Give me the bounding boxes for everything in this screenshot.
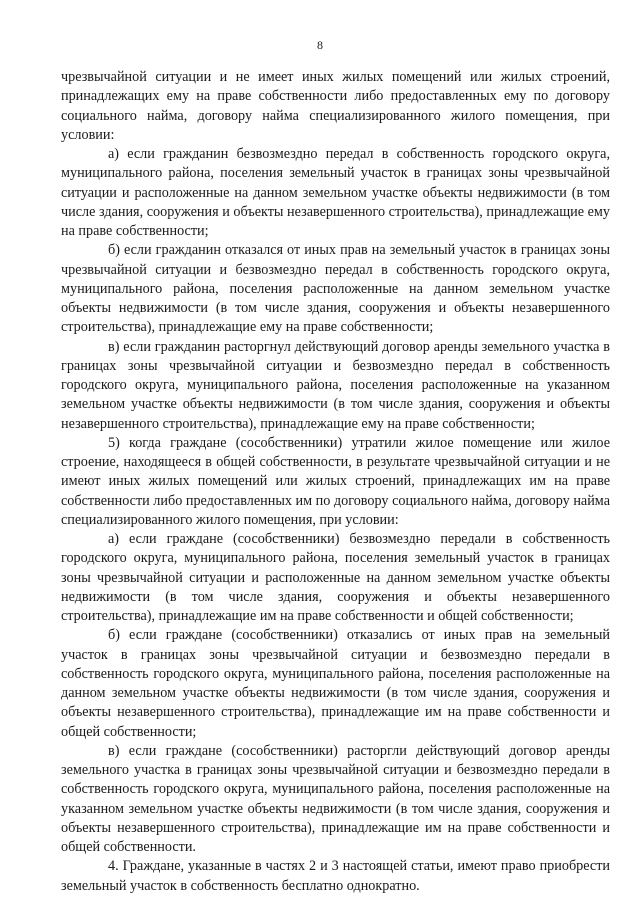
paragraph-item-a: а) если гражданин безвозмездно передал в собственность городского округа, муниципального района, поселения земельный участок в границах зоны чрезвычайной ситуации и расположенные на данном земельном участке объекты недвижимости (в том числе здания, сооружения и объекты незавершенного строительства), принадлежащие ему на праве собственности;: [61, 146, 610, 239]
paragraph-item-5v: в) если граждане (сособственники) расторгли действующий договор аренды земельного участка в границах зоны чрезвычайной ситуации и безвозмездно передали в собственность городского округа, муниципального района, поселения расположенные на указанном земельном участке объекты недвижимости (в том числе здания, сооружения и объекты незавершенного строительства), принадлежащие им на праве собственности и общей собственности.: [61, 742, 610, 855]
paragraph-item-5a: а) если граждане (сособственники) безвозмездно передали в собственность городского округа, муниципального района, поселения земельный участок в границах зоны чрезвычайной ситуации и расположенные на данном земельном участке объекты недвижимости (в том числе здания, сооружения и объекты незавершенного строительства), принадлежащие им на праве собственности и общей собственности;: [61, 531, 610, 624]
paragraph-item-b: б) если гражданин отказался от иных прав на земельный участок в границах зоны чрезвычайной ситуации и безвозмездно передал в собственность городского округа, муниципального района, поселения расположенные на данном земельном участке объекты недвижимости (в том числе здания, сооружения и объекты незавершенного строительства), принадлежащие ему на праве собственности;: [61, 242, 610, 336]
paragraph-continuation: чрезвычайной ситуации и не имеет иных жилых помещений или жилых строений, принадлежащих ему на праве собственности либо предоставленных ему по договору социального найма, договору найма специализированного жилого помещения, при условии:: [61, 69, 610, 143]
paragraph-item-5: 5) когда граждане (сособственники) утратили жилое помещение или жилое строение, находящееся в общей собственности, в результате чрезвычайной ситуации и не имеют иных жилых помещений или жилых строений, принадлежащих им на праве собственности либо предоставленных им по договору социального найма, договору найма специализированного жилого помещения, при условии:: [61, 434, 610, 528]
paragraph-item-v: в) если гражданин расторгнул действующий договор аренды земельного участка в границах зоны чрезвычайной ситуации и безвозмездно передал в собственность городского округа, муниципального района, поселения расположенные на указанном земельном участке объекты недвижимости (в том числе здания, сооружения и объекты незавершенного строительства), принадлежащие ему на праве собственности;: [61, 338, 610, 432]
document-body: [61, 68, 610, 896]
paragraph-part-4: 4. Граждане, указанные в частях 2 и 3 настоящей статьи, имеют право приобрести земельный участок в собственность бесплатно однократно.: [61, 858, 610, 894]
paragraph-item-5b: б) если граждане (сособственники) отказались от иных прав на земельный участок в границах зоны чрезвычайной ситуации и безвозмездно передали в собственность городского округа, муниципального района, поселения расположенные на данном земельном участке объекты недвижимости (в том числе здания, сооружения и объекты незавершенного строительства), принадлежащие им на праве собственности и общей собственности;: [61, 627, 610, 740]
page-number: 8: [317, 38, 323, 52]
